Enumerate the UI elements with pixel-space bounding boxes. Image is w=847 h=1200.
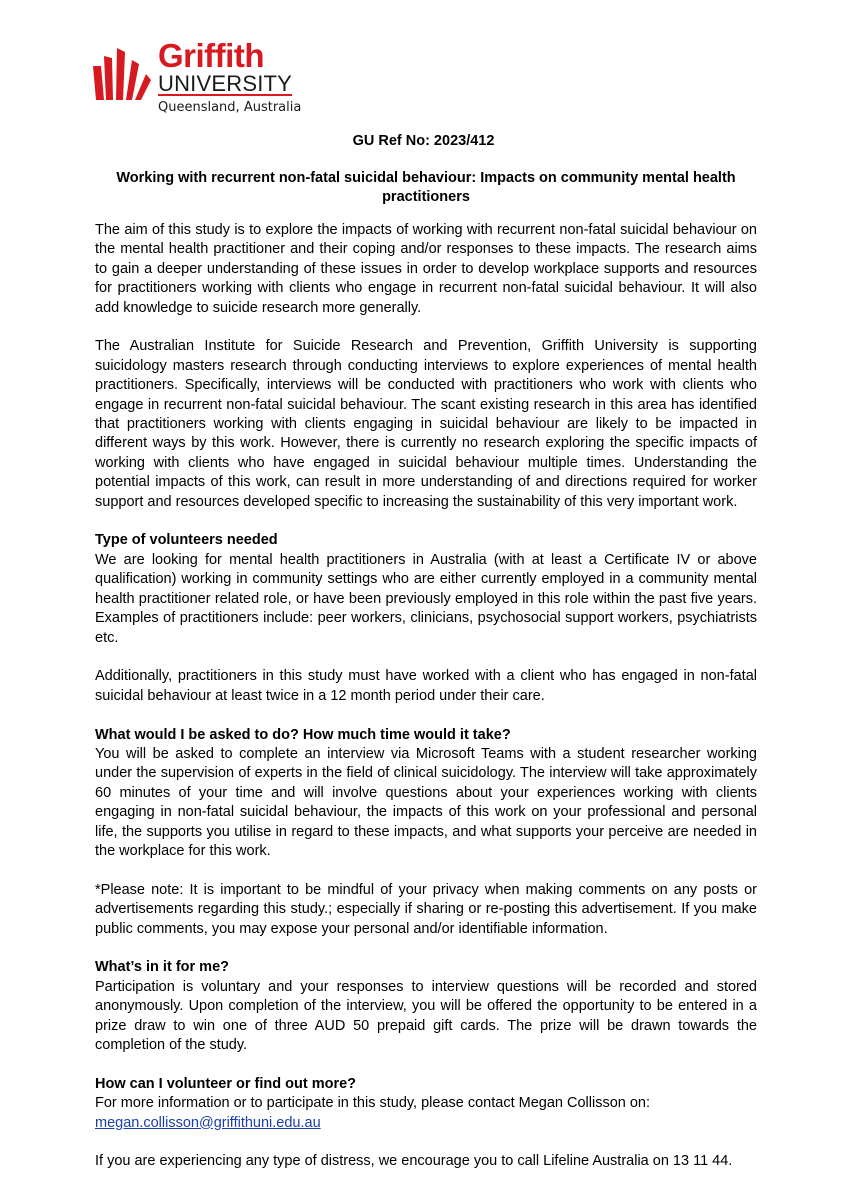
- tasks-paragraph: You will be asked to complete an interview via Microsoft Teams with a student researcher working under the supervision of experts in the field of clinical suicidology. The interview will take approximately 60 minutes of your time and will involve questions about your experiences working with clients engaging in non-fatal suicidal behaviour, the impacts of this work on your professional and personal life, the supports you utilise in regard to these impacts, and what supports your perceive are needed in the workplace for this work.: [95, 745, 757, 859]
- study-title: Working with recurrent non-fatal suicidal behaviour: Impacts on community mental health practitioners: [116, 170, 736, 205]
- tasks-heading: What would I be asked to do? How much time would it take?: [95, 726, 511, 743]
- volunteers-paragraph: We are looking for mental health practitioners in Australia (with at least a Certificate IV or above qualification) working in community settings who are either currently employed in a community mental health practitioner related role, or have been previously employed in this role within the past five years. Examples of practitioners include: peer workers, clinicians, psychosocial support workers, psychiatrists etc.: [95, 551, 757, 646]
- logo-university: UNIVERSITY: [158, 71, 293, 96]
- griffith-university-logo: [92, 38, 322, 118]
- intro-paragraph-aim: The aim of this study is to explore the impacts of working with recurrent non-fatal suicidal behaviour on the mental health practitioner and their coping and/or responses to these impacts. The research aims to gain a deeper understanding of these issues in order to develop workplace supports and resources for practitioners working with clients who engage in recurrent non-fatal suicidal behaviour. It will also add knowledge to suicide research more generally.: [95, 222, 757, 316]
- benefits-paragraph: Participation is voluntary and your responses to interview questions will be recorded and stored anonymously. Upon completion of the interview, you will be offered the opportunity to be entered in a prize draw to win one of three AUD 50 prepaid gift cards. The prize will be drawn towards the completion of the study.: [95, 978, 757, 1053]
- benefits-heading: What’s in it for me?: [95, 959, 229, 976]
- reference-number: GU Ref No: 2023/412: [352, 133, 495, 149]
- volunteers-heading: Type of volunteers needed: [95, 532, 278, 549]
- griffith-flame-icon: [92, 44, 152, 102]
- distress-line: If you are experiencing any type of distress, we encourage you to call Lifeline Australia on 13 11 44.: [95, 1153, 733, 1170]
- logo-location: Queensland, Australia: [158, 100, 302, 115]
- volunteers-requirement: Additionally, practitioners in this study must have worked with a client who has engaged in non-fatal suicidal behaviour at least twice in a 12 month period under their care.: [95, 668, 757, 704]
- document-body: [95, 221, 757, 1191]
- contact-line: For more information or to participate in this study, please contact Megan Collisson on:: [95, 1095, 651, 1112]
- logo-name: Griffith: [158, 37, 264, 74]
- intro-paragraph-institute: The Australian Institute for Suicide Research and Prevention, Griffith University is supporting suicidology masters research through conducting interviews to explore experiences of mental health practitioners. Specifically, interviews will be conducted with practitioners who work with clients who engage in recurrent non-fatal suicidal behaviour. The scant existing research in this area has identified that practitioners working with clients engaging in suicidal behaviour are likely to be impacted in different ways by this work. However, there is currently no research exploring the specific impacts of working with clients who have engaged in suicidal behaviour multiple times. Understanding the potential impacts of this work, can result in more understanding of and directions required for worker support and resources developed specific to increasing the sustainability of this very important work.: [95, 338, 757, 510]
- contact-email-link[interactable]: megan.collisson@griffithuni.edu.au: [95, 1114, 321, 1131]
- privacy-note: *Please note: It is important to be mindful of your privacy when making comments on any posts or advertisements regarding this study.; especially if sharing or re-posting this advertisement. If you make public comments, you may expose your personal and/or identifiable information.: [95, 881, 757, 937]
- contact-heading: How can I volunteer or find out more?: [95, 1075, 357, 1092]
